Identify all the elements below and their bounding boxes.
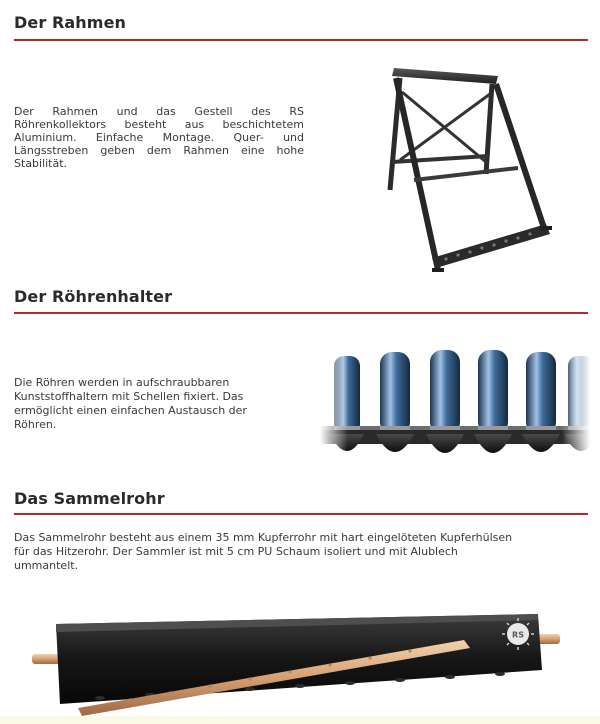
page-footer-band	[0, 716, 600, 724]
section-text-rahmen: Der Rahmen und das Gestell des RS Röhrenkollektors besteht aus beschichtetem Aluminium. Einfache Montage. Quer- und Längsstreben geben dem Rahmen eine hohe Stabilität.	[14, 105, 304, 170]
collector-frame-photo	[380, 62, 558, 280]
section-divider	[14, 312, 588, 314]
section-text-sammelrohr: Das Sammelrohr besteht aus einem 35 mm Kupferrohr mit hart eingelöteten Kupferhülsen für das Hitzerohr. Der Sammler ist mit 5 cm PU Schaum isoliert und mit Alublech ummantelt.	[14, 531, 513, 572]
section-divider	[14, 513, 588, 515]
svg-text:RS: RS	[512, 630, 524, 640]
section-title-sammelrohr: Das Sammelrohr	[14, 489, 165, 508]
section-title-roehrenhalter: Der Röhrenhalter	[14, 287, 173, 306]
header-pipe-photo	[30, 604, 565, 718]
tube-holder-photo	[320, 342, 590, 474]
section-title-rahmen: Der Rahmen	[14, 13, 127, 32]
section-text-roehrenhalter: Die Röhren werden in aufschraubbaren Kunststoffhaltern mit Schellen fixiert. Das ermöglicht einen einfachen Austausch der Röhren.	[14, 376, 247, 431]
section-divider	[14, 39, 588, 41]
